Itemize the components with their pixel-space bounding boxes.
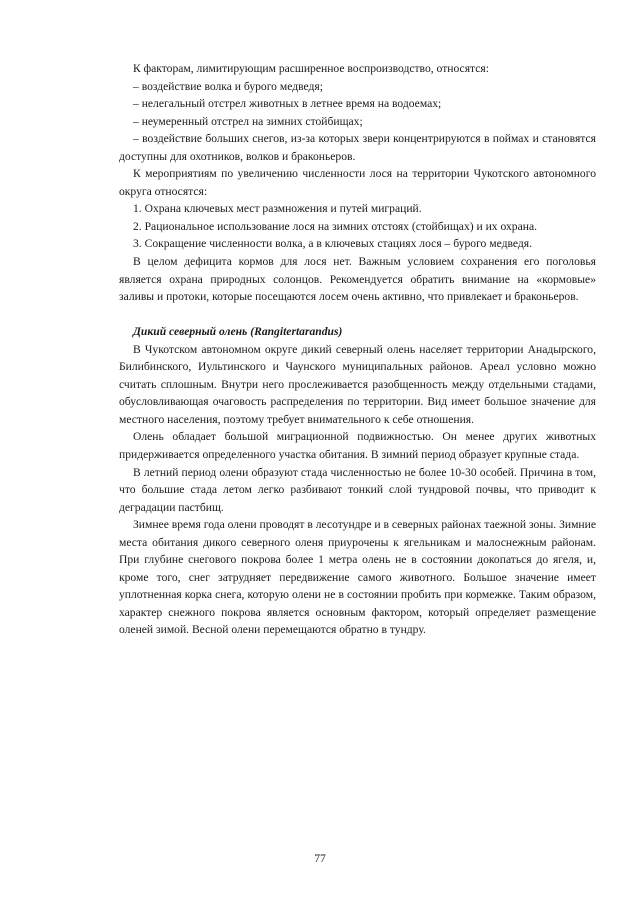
page-number: 77: [314, 852, 326, 865]
measure-item: 2. Рациональное использование лося на зимних отстоях (стойбищах) и их охрана.: [133, 219, 537, 233]
reindeer-range-paragraph: В Чукотском автономном округе дикий северный олень населяет территории Анадырского, Билибинского, Иультинского и Чаунского муниципальных районов. Ареал условно можно считать сплошным. Внутри него прослеживается разобщенность между отдельными стадами, обусловливающая очаговость распределения по территории. Вид имеет большое значение для местного населения, поэтому требует внимательного к себе отношения.: [119, 342, 596, 426]
reindeer-migration-paragraph: Олень обладает большой миграционной подвижностью. Он менее других животных придерживается определенного участка обитания. В зимний период образует крупные стада.: [119, 430, 596, 461]
moose-feeding-paragraph: В целом дефицита кормов для лося нет. Важным условием сохранения его поголовья является охрана природных солонцов. Рекомендуется обратить внимание на «кормовые» заливы и протоки, которые посещаются лосем очень активно, что привлекает и браконьеров.: [119, 255, 596, 304]
limiting-factor-item: – воздействие больших снегов, из-за которых звери концентрируются в поймах и становятся доступны для охотников, волков и браконьеров.: [119, 132, 596, 163]
document-page: [119, 60, 596, 639]
limiting-factor-item: – неумеренный отстрел на зимних стойбищах;: [133, 114, 363, 128]
measure-item: 3. Сокращение численности волка, а в ключевых стациях лося – бурого медведя.: [133, 237, 533, 251]
limiting-factor-item: – нелегальный отстрел животных в летнее время на водоемах;: [133, 97, 442, 111]
measure-item: 1. Охрана ключевых мест размножения и путей миграций.: [133, 202, 422, 216]
section-spacer: [119, 306, 596, 324]
reindeer-summer-paragraph: В летний период олени образуют стада численностью не более 10-30 особей. Причина в том, что большие стада летом легко разбивают тонкий слой тундровой почвы, что приводит к деградации пастбищ.: [119, 465, 596, 514]
limiting-factor-item: – воздействие волка и бурого медведя;: [133, 79, 323, 93]
section-heading: Дикий северный олень (Rangitertarandus): [133, 325, 343, 339]
limiting-factors-intro: К факторам, лимитирующим расширенное воспроизводство, относятся:: [133, 62, 489, 75]
reindeer-winter-paragraph: Зимнее время года олени проводят в лесотундре и в северных районах таежной зоны. Зимние места обитания дикого северного оленя приурочены к ягельникам и малоснежным районам. При глубине снегового покрова более 1 метра олень не в состоянии докопаться до ягеля, и, кроме того, снег затрудняет передвижение самого животного. Большое значение имеет уплотненная корка снега, которую олени не в состоянии пробить при кормежке. Таким образом, характер снежного покрова является основным фактором, который определяет размещение оленей зимой. Весной олени перемещаются обратно в тундру.: [119, 518, 596, 637]
measures-intro: К мероприятиям по увеличению численности лося на территории Чукотского автономного округа относятся:: [119, 167, 596, 198]
